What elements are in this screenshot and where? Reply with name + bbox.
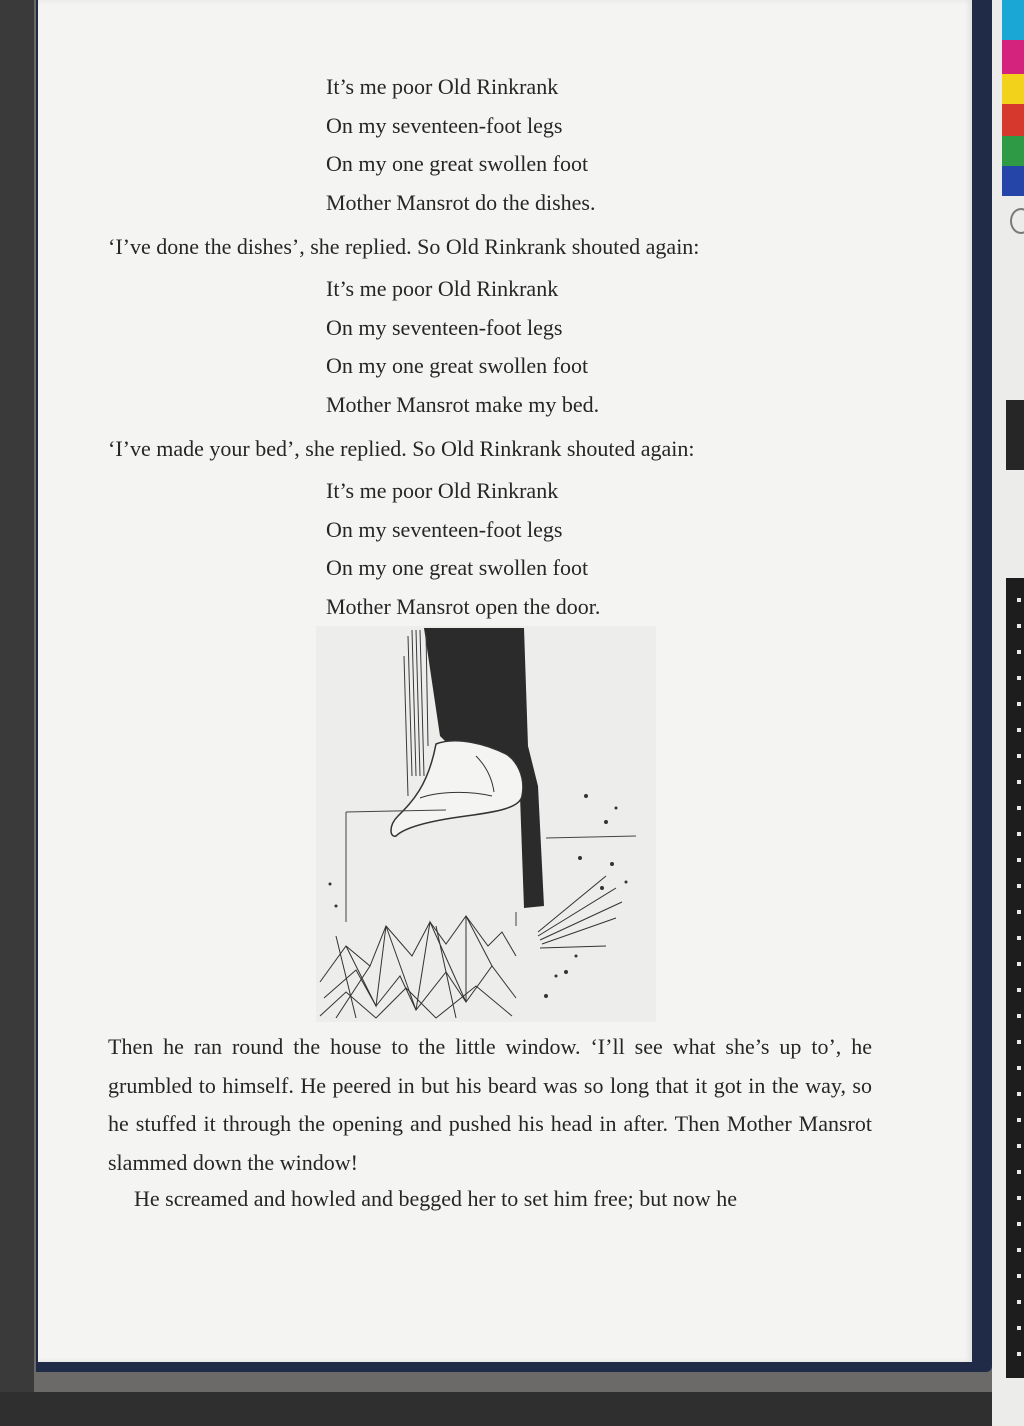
verse-line: Mother Mansrot open the door. xyxy=(326,593,601,619)
film-perforation xyxy=(1017,910,1021,914)
film-perforation xyxy=(1017,1274,1021,1278)
film-perforation xyxy=(1017,1196,1021,1200)
film-strip xyxy=(1006,578,1024,1378)
verse-line: It’s me poor Old Rinkrank xyxy=(326,74,559,99)
verse-line: On my one great swollen foot xyxy=(326,151,589,176)
verse-line: On my one great swollen foot xyxy=(326,353,589,378)
verse-line: It’s me poor Old Rinkrank xyxy=(326,276,559,301)
film-perforation xyxy=(1017,624,1021,628)
film-perforation xyxy=(1017,702,1021,706)
film-perforation xyxy=(1017,1248,1021,1252)
verse-line: On my one great swollen foot xyxy=(326,555,589,580)
verse-line: On my seventeen-foot legs xyxy=(326,314,563,340)
gray-scale-card xyxy=(1006,400,1024,470)
verse-1 xyxy=(326,68,595,222)
film-perforation xyxy=(1017,598,1021,602)
verse-3 xyxy=(326,472,600,626)
film-perforation xyxy=(1017,806,1021,810)
verse-line: It’s me poor Old Rinkrank xyxy=(326,478,559,503)
film-perforation xyxy=(1017,780,1021,784)
film-perforation xyxy=(1017,884,1021,888)
paragraph-2: He screamed and howled and begged her to set him free; but now he xyxy=(134,1186,737,1211)
film-perforation xyxy=(1017,858,1021,862)
film-perforation xyxy=(1017,962,1021,966)
paragraph-1: Then he ran round the house to the little window. ‘I’ll see what she’s up to’, he grumbled to himself. He peered in but his beard was so long that it got in the way, so he stuffed it through the opening and pushed his head in after. Then Mother Mansrot slammed down the window! xyxy=(108,1034,872,1175)
film-perforation xyxy=(1017,1352,1021,1356)
film-perforation xyxy=(1017,754,1021,758)
boot-kicking-door-illustration xyxy=(316,626,656,1022)
verse-2 xyxy=(326,270,599,424)
film-perforation xyxy=(1017,1092,1021,1096)
film-perforation xyxy=(1017,1066,1021,1070)
blue-swatch xyxy=(1002,166,1024,196)
scan-left-edge xyxy=(0,0,34,1426)
film-perforation xyxy=(1017,1040,1021,1044)
verse-line: On my seventeen-foot legs xyxy=(326,112,563,138)
magenta-swatch xyxy=(1002,40,1024,74)
verse-line: Mother Mansrot make my bed. xyxy=(326,391,600,417)
green-swatch xyxy=(1002,136,1024,166)
prose-line-1: ‘I’ve done the dishes’, she replied. So Old Rinkrank shouted again: xyxy=(108,234,700,259)
film-perforation xyxy=(1017,1326,1021,1330)
film-perforation xyxy=(1017,1014,1021,1018)
prose-line-2: ‘I’ve made your bed’, she replied. So Old Rinkrank shouted again: xyxy=(108,436,695,461)
scan-bottom-edge xyxy=(0,1392,1024,1426)
film-perforation xyxy=(1017,936,1021,940)
film-perforation xyxy=(1017,1144,1021,1148)
film-perforation xyxy=(1017,728,1021,732)
film-perforation xyxy=(1017,1222,1021,1226)
film-perforation xyxy=(1017,1118,1021,1122)
red-swatch xyxy=(1002,104,1024,136)
etching-illustration xyxy=(316,626,656,1022)
film-perforation xyxy=(1017,988,1021,992)
yellow-swatch xyxy=(1002,74,1024,104)
cyan-swatch xyxy=(1002,0,1024,40)
film-perforation xyxy=(1017,650,1021,654)
verse-line: On my seventeen-foot legs xyxy=(326,516,563,542)
film-perforation xyxy=(1017,1300,1021,1304)
film-perforation xyxy=(1017,676,1021,680)
film-perforation xyxy=(1017,832,1021,836)
film-perforation xyxy=(1017,1170,1021,1174)
verse-line: Mother Mansrot do the dishes. xyxy=(326,189,596,215)
